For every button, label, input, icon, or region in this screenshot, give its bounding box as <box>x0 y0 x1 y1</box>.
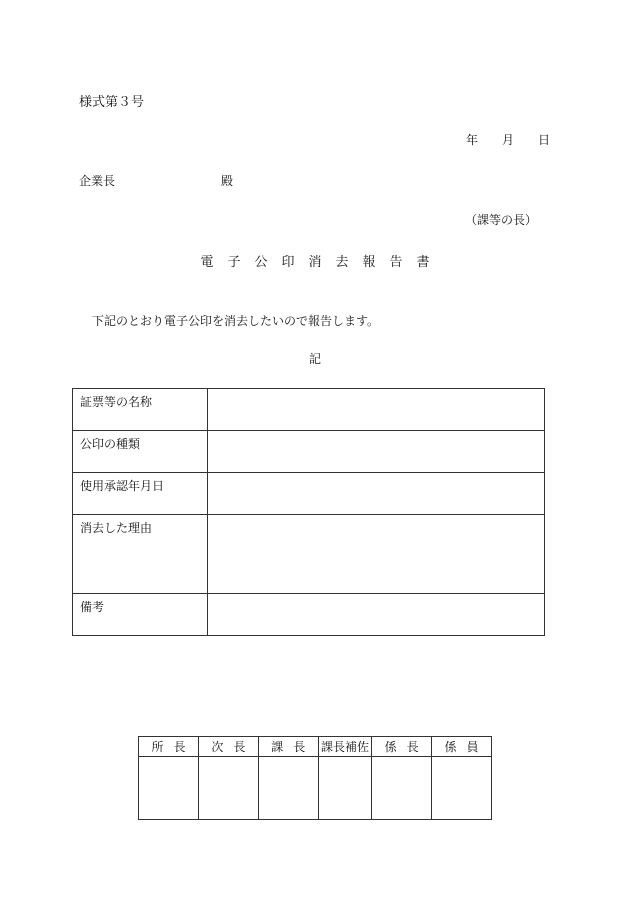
approval-header-row <box>139 737 492 757</box>
row-label-remarks: 備考 <box>73 594 208 636</box>
row-value-approval-date[interactable] <box>208 473 545 515</box>
row-value-remarks[interactable] <box>208 594 545 636</box>
approval-header-assistant-chief: 課長補佐 <box>318 737 371 757</box>
approval-header-staff: 係員 <box>432 737 492 757</box>
stamp-box-deputy-director[interactable] <box>198 757 258 820</box>
date-year-label: 年 <box>465 133 478 147</box>
approval-header-deputy-director: 次長 <box>198 737 258 757</box>
table-row <box>73 473 545 515</box>
approval-header-subsection-chief: 係長 <box>372 737 432 757</box>
date-day-label: 日 <box>537 133 550 147</box>
row-value-seal-type[interactable] <box>208 431 545 473</box>
stamp-box-staff[interactable] <box>432 757 492 820</box>
row-label-certificate-name: 証票等の名称 <box>73 389 208 431</box>
date-line <box>466 131 550 148</box>
form-number: 様式第３号 <box>79 95 145 110</box>
row-value-deletion-reason[interactable] <box>208 515 545 594</box>
row-label-deletion-reason: 消去した理由 <box>73 515 208 594</box>
table-row <box>73 594 545 636</box>
stamp-box-director[interactable] <box>139 757 199 820</box>
report-table <box>72 388 545 636</box>
addressee-title: 企業長 <box>79 174 116 188</box>
table-row <box>73 431 545 473</box>
addressee <box>79 172 233 189</box>
stamp-box-section-chief[interactable] <box>258 757 318 820</box>
stamp-box-assistant-chief[interactable] <box>318 757 371 820</box>
addressee-honorific: 殿 <box>221 174 234 188</box>
table-row <box>73 515 545 594</box>
approval-stamp-table <box>138 736 492 820</box>
approval-header-section-chief: 課長 <box>258 737 318 757</box>
document-title: 電子公印消去報告書 <box>200 255 444 270</box>
approval-header-director: 所長 <box>139 737 199 757</box>
ki-heading: 記 <box>308 352 321 366</box>
approval-stamp-row <box>139 757 492 820</box>
row-label-approval-date: 使用承認年月日 <box>73 473 208 515</box>
row-label-seal-type: 公印の種類 <box>73 431 208 473</box>
table-row <box>73 389 545 431</box>
date-month-label: 月 <box>501 133 514 147</box>
stamp-box-subsection-chief[interactable] <box>372 757 432 820</box>
row-value-certificate-name[interactable] <box>208 389 545 431</box>
body-text: 下記のとおり電子公印を消去したいので報告します。 <box>92 314 380 328</box>
issuer-label: （課等の長） <box>465 213 538 227</box>
